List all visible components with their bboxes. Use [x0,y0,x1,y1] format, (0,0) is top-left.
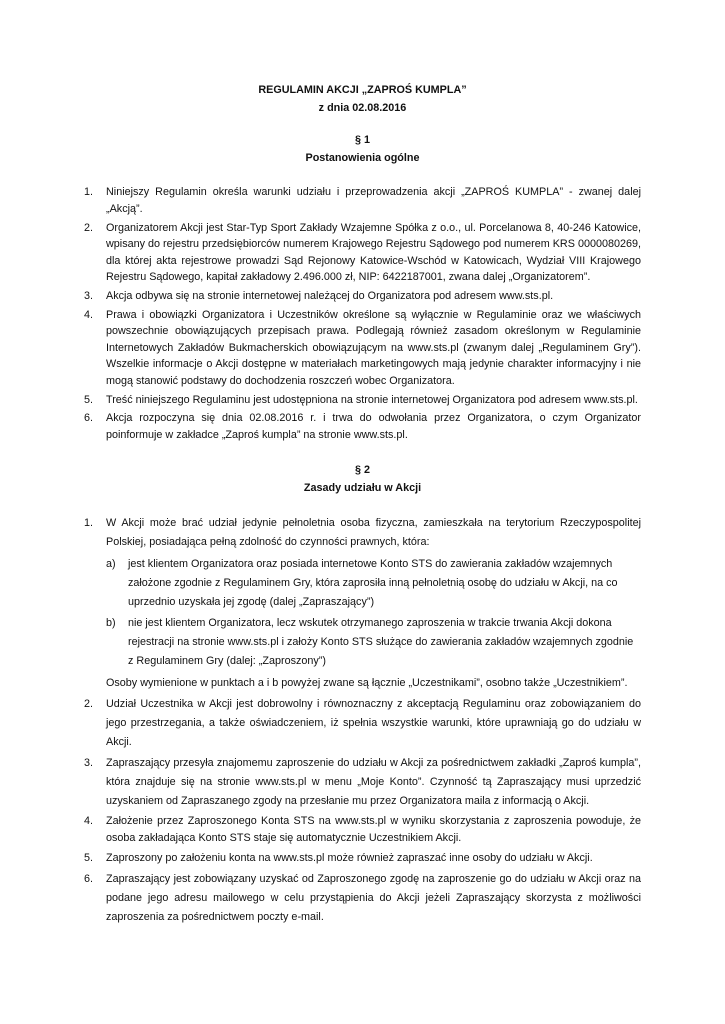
item-number: 2. [84,221,94,234]
sub-item-letter: b) [106,617,116,630]
section-1-item [84,184,641,217]
section-2-item [84,754,641,811]
section-2-item [84,849,641,868]
section-2-item [84,514,641,693]
item-text: Udział Uczestnika w Akcji jest dobrowolny i równoznaczny z akceptacją Regulaminu oraz zobowiązaniem do jego przestrzegania, a także oświadczeniem, iż spełnia wszystkie warunki, które uprawniają go do udziału w Akcji. [106,698,641,749]
section-2-sublist [106,555,641,671]
item-number: 5. [84,393,94,406]
item-text: Prawa i obowiązki Organizatora i Uczestników określone są wyłącznie w Regulaminie oraz we właściwych powszechnie obowiązujących przepisach prawa. Podlegają również zasadom określonym w Regulaminie Internetowych Zakładów Bukmacherskich obowiązującym na www.sts.pl (zwanym dalej „Regulaminem Gry”). Wszelkie informacje o Akcji dostępne w materiałach marketingowych mają jedynie charakter informacyjny i nie mogą stanowić podstawy do dochodzenia roszczeń wobec Organizatora. [106,308,641,387]
item-number: 3. [84,289,94,302]
item-text: W Akcji może brać udział jedynie pełnoletnia osoba fizyczna, zamieszkała na terytorium Rzeczypospolitej Polskiej, posiadająca pełną zdolność do czynności prawnych, która: [106,517,641,549]
item-text: Niniejszy Regulamin określa warunki udziału i przeprowadzenia akcji „ZAPROŚ KUMPLA” - zwanej dalej „Akcją”. [106,186,641,215]
item-number: 4. [84,815,94,828]
item-text: Zapraszający jest zobowiązany uzyskać od Zaproszonego zgodę na zaproszenie go do udziału w Akcji oraz na podane jego adresu mailowego w celu przystąpienia do Akcji jeżeli Zapraszający skorzysta z możliwości zaproszenia za pośrednictwem poczty e-mail. [106,872,641,923]
item-text: Zaproszony po założeniu konta na www.sts.pl może również zapraszać inne osoby do udziału w Akcji. [106,851,593,864]
item-number: 4. [84,308,94,321]
sub-item [106,614,641,671]
item-text: Organizatorem Akcji jest Star-Typ Sport Zakłady Wzajemne Spółka z o.o., ul. Porcelanowa 8, 40-246 Katowice, wpisany do rejestru przedsiębiorców numerem Krajowego Rejestru Sądowego pod numerem KRS 0000080269, dla której akta rejestrowe prowadzi Sąd Rejonowy Katowice-Wschód w Katowicach, Wydział VIII Krajowego Rejestru Sądowego, kapitał zakładowy 2.496.000 zł, NIP: 6422187001, zwana dalej „Organizatorem”. [106,221,641,284]
sub-item-letter: a) [106,558,116,571]
item-text: Założenie przez Zaproszonego Konta STS na www.sts.pl w wyniku skorzystania z zaproszenia powoduje, że osoba zakładająca Konto STS staje się automatycznie Uczestnikiem Akcji. [106,815,641,845]
item-text: Treść niniejszego Regulaminu jest udostępniona na stronie internetowej Organizatora pod adresem www.sts.pl. [106,393,638,406]
section-2-item [84,695,641,752]
document-date: z dnia 02.08.2016 [318,101,407,114]
item-number: 2. [84,698,94,711]
item-text: Zapraszający przesyła znajomemu zaproszenie do udziału w Akcji za pośrednictwem zakładki „Zaproś kumpla”, która znajduje się na stronie www.sts.pl w menu „Moje Konto”. Czynność tą Zapraszający musi uprzedzić uzyskaniem od Zapraszanego zgody na przesłanie mu przez Organizatora maila z informacją o Akcji. [106,757,641,808]
participants-note: Osoby wymienione w punktach a i b powyżej zwane są łącznie „Uczestnikami”, osobno także „Uczestnikiem”. [106,677,628,690]
document-title: REGULAMIN AKCJI „ZAPROŚ KUMPLA” [258,84,467,96]
sub-item [106,555,641,612]
item-number: 6. [84,412,94,425]
section-2-number: § 2 [354,464,370,477]
item-number: 3. [84,757,94,770]
item-number: 6. [84,872,94,885]
section-1-heading: Postanowienia ogólne [305,151,420,164]
section-1-item [84,220,641,286]
section-2-heading: Zasady udziału w Akcji [303,481,422,494]
sub-item-text: nie jest klientem Organizatora, lecz wskutek otrzymanego zaproszenia w trakcie trwania Akcji dokona rejestracji na stronie www.sts.pl i założy Konto STS służące do zawierania zakładów wzajemnych zgodnie z Regulaminem Gry (dalej: „Zaproszony”) [128,617,634,668]
item-number: 1. [84,517,94,530]
section-2-list [84,514,641,926]
section-1-item [84,392,641,409]
section-1-item [84,288,641,305]
section-2-item [84,870,641,927]
sub-item-text: jest klientem Organizatora oraz posiada internetowe Konto STS do zawierania zakładów wzajemnych założone zgodnie z Regulaminem Gry, która zaprosiła inną pełnoletnią osobę do udziału w Akcji, na co uprzednio uzyskała jej zgodę (dalej „Zapraszający”) [128,558,618,609]
section-2-item [84,813,641,846]
section-1-item [84,307,641,390]
section-1-number: § 1 [354,134,370,147]
item-number: 1. [84,186,94,199]
section-1-item [84,410,641,443]
item-text: Akcja odbywa się na stronie internetowej należącej do Organizatora pod adresem www.sts.pl. [106,289,554,302]
item-number: 5. [84,851,94,864]
item-text: Akcja rozpoczyna się dnia 02.08.2016 r. i trwa do odwołania przez Organizatora, o czym Organizator poinformuje w zakładce „Zaproś kumpla” na stronie www.sts.pl. [106,412,641,441]
section-1-list [84,184,641,443]
